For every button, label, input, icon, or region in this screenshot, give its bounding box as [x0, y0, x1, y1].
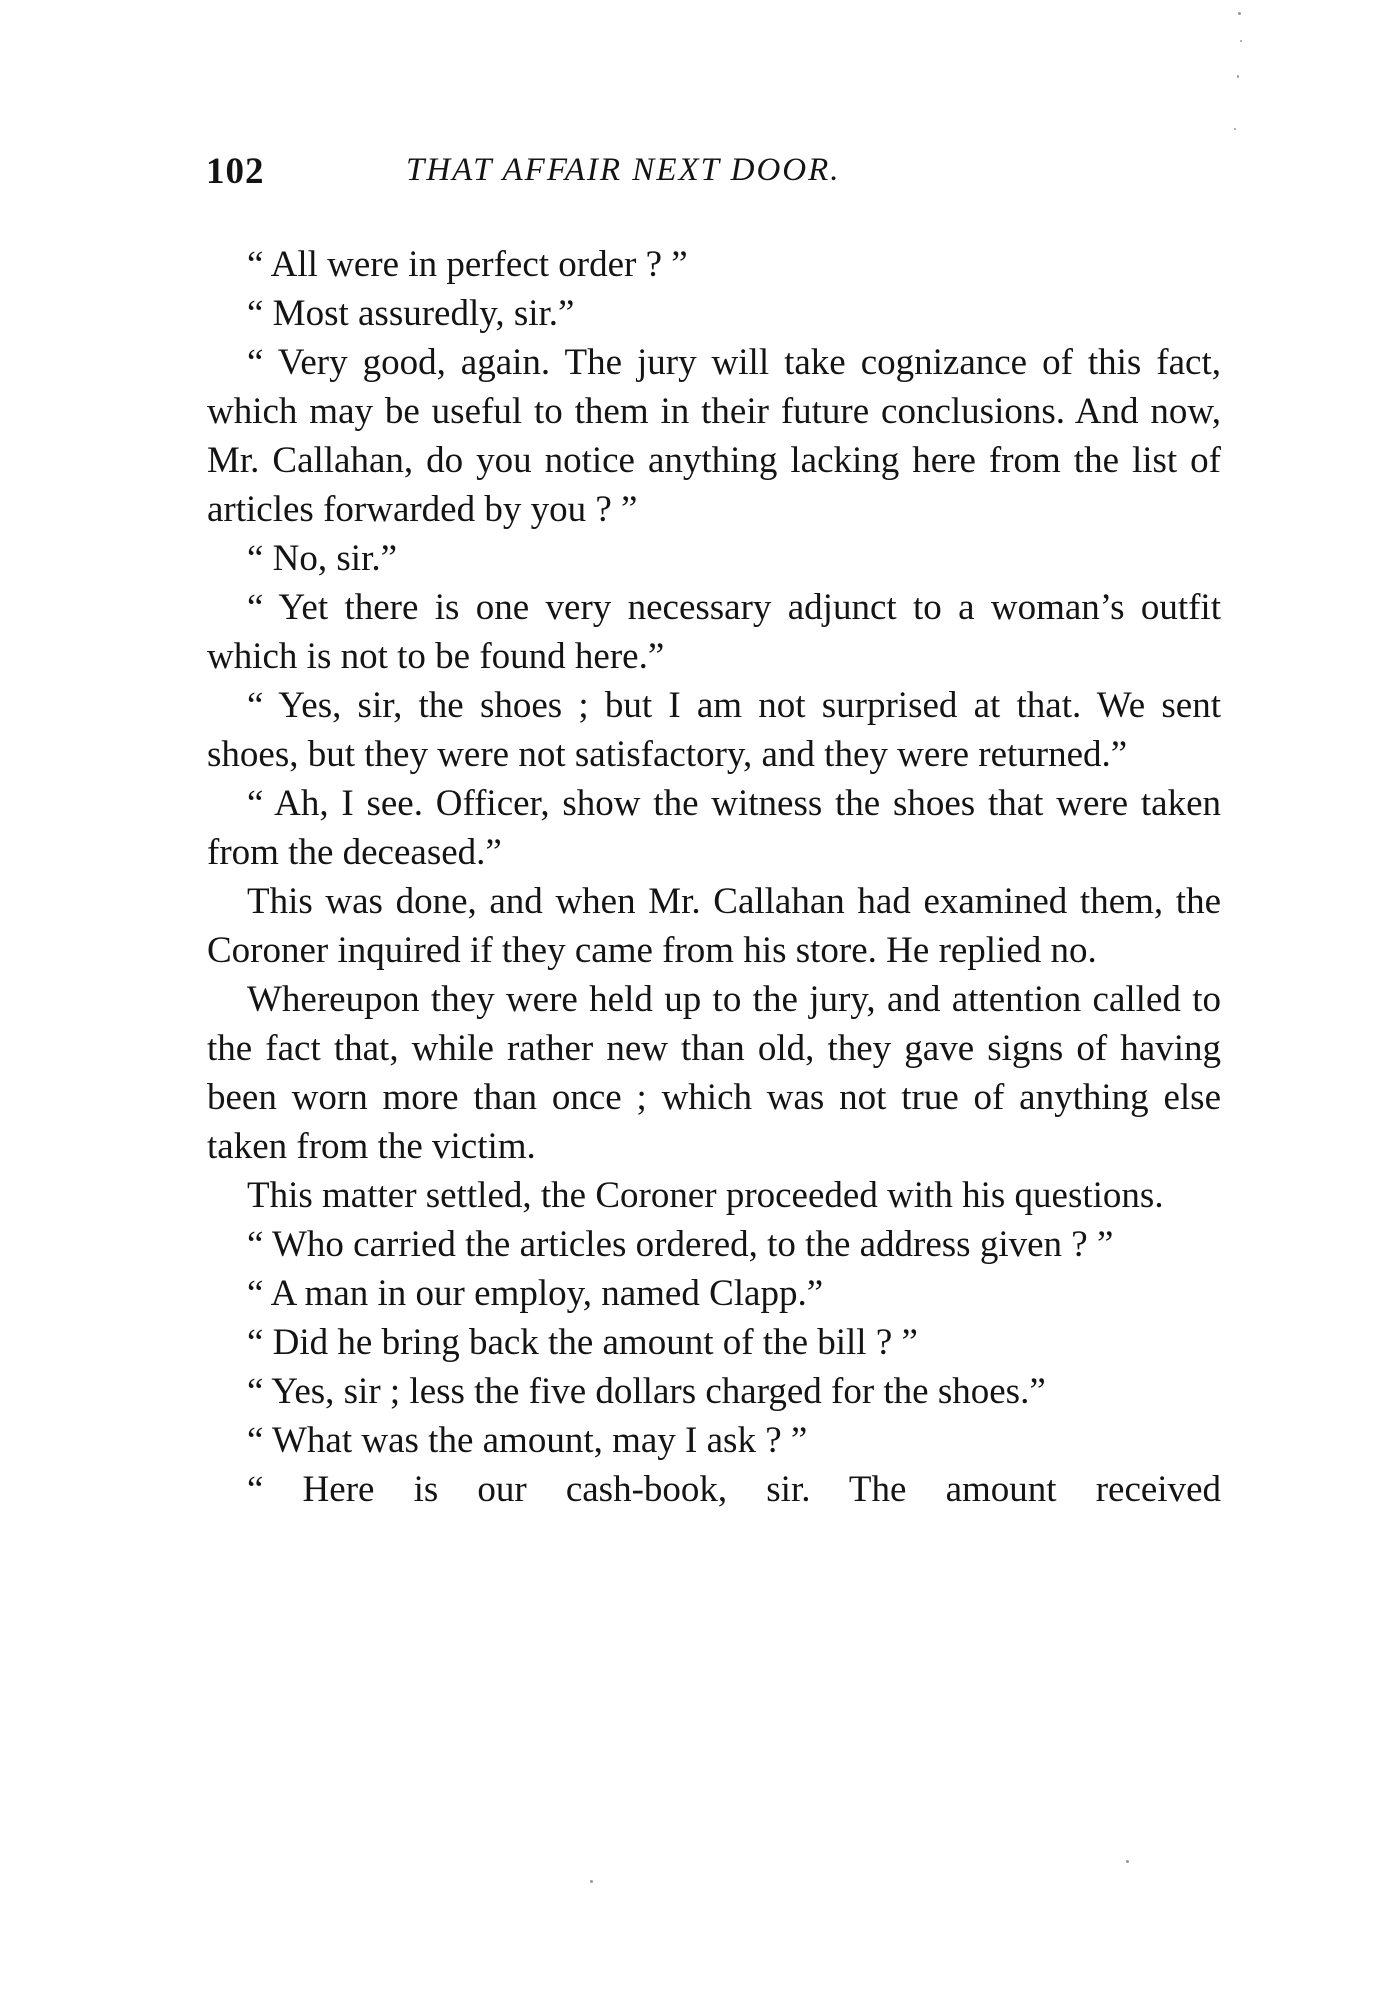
- paragraph: “ Ah, I see. Officer, show the witness the shoes that were taken from the deceased.”: [207, 783, 1221, 873]
- scan-speck: [1237, 75, 1239, 78]
- paragraph: “ What was the amount, may I ask ? ”: [247, 1420, 808, 1461]
- paragraph: “ Most assuredly, sir.”: [247, 293, 575, 334]
- paragraph: This matter settled, the Coroner proceeded with his questions.: [247, 1175, 1164, 1216]
- paragraph: “ No, sir.”: [247, 538, 398, 579]
- scan-speck: [1234, 128, 1236, 130]
- running-title: THAT AFFAIR NEXT DOOR.: [406, 152, 841, 188]
- scan-speck: [1238, 12, 1241, 15]
- body-text: [207, 240, 1221, 1514]
- scan-speck: [590, 1880, 593, 1883]
- paragraph: “ Who carried the articles ordered, to the address given ? ”: [247, 1224, 1114, 1265]
- paragraph: “ Here is our cash-book, sir. The amount received: [247, 1469, 1221, 1510]
- paragraph: “ Very good, again. The jury will take cognizance of this fact, which may be useful to them in their future conclusions. And now, Mr. Callahan, do you notice anything lacking here from the list of articles forwarded by you ? ”: [207, 342, 1221, 530]
- page-number: 102: [206, 151, 265, 192]
- page-header: [206, 150, 1222, 200]
- paragraph: Whereupon they were held up to the jury, and attention called to the fact that, while rather new than old, they gave signs of having been worn more than once ; which was not true of anything else taken from the victim.: [207, 979, 1221, 1167]
- paragraph: “ Yes, sir ; less the five dollars charged for the shoes.”: [247, 1371, 1046, 1412]
- paragraph: “ Did he bring back the amount of the bill ? ”: [247, 1322, 918, 1363]
- paragraph: “ Yet there is one very necessary adjunct to a woman’s outfit which is not to be found here.”: [207, 587, 1221, 677]
- paragraph: “ All were in perfect order ? ”: [247, 244, 688, 285]
- paragraph: “ A man in our employ, named Clapp.”: [247, 1273, 824, 1314]
- paragraph: “ Yes, sir, the shoes ; but I am not surprised at that. We sent shoes, but they were not satisfactory, and they were returned.”: [207, 685, 1221, 775]
- scan-speck: [1126, 1860, 1129, 1863]
- scan-speck: [1240, 40, 1242, 42]
- paragraph: This was done, and when Mr. Callahan had examined them, the Coroner inquired if they came from his store. He replied no.: [207, 881, 1221, 971]
